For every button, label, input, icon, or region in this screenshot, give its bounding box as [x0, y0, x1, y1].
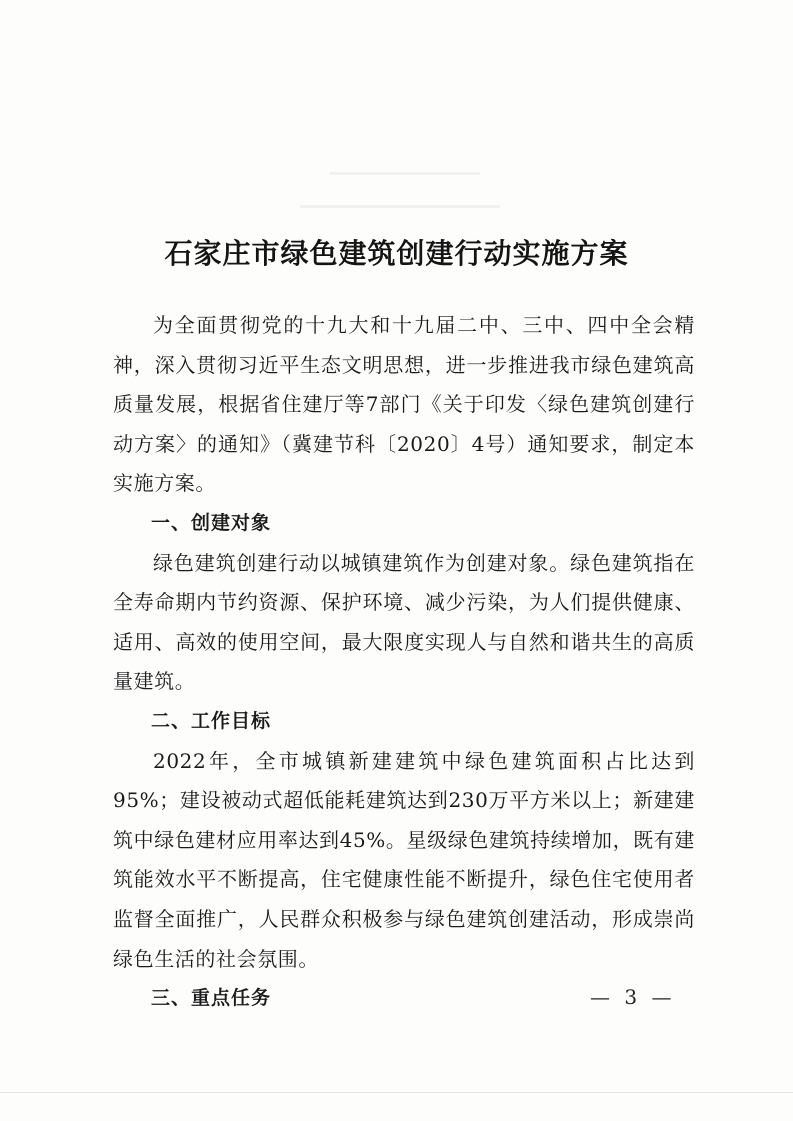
show-through-mark — [300, 205, 500, 208]
goals-paragraph: 2022年，全市城镇新建建筑中绿色建筑面积占比达到95%；建设被动式超低能耗建筑达到230万平方米以上；新建建筑中绿色建材应用率达到45%。星级绿色建筑持续增加，既有建筑能效水平不断提高，住宅健康性能不断提升，绿色住宅使用者监督全面推广，人民群众积极参与绿色建筑创建活动，形成崇尚绿色生活的社会氛围。 — [113, 748, 695, 971]
intro-paragraph: 为全面贯彻党的十九大和十九届二中、三中、四中全会精神，深入贯彻习近平生态文明思想，进一步推进我市绿色建筑高质量发展，根据省住建厅等7部门《关于印发〈绿色建筑创建行动方案〉的通知》（冀建节科〔2020〕4号）通知要求，制定本实施方案。 — [113, 313, 695, 496]
page-bottom-edge — [0, 1092, 793, 1093]
section-heading-goals: 二、工作目标 — [151, 709, 272, 732]
section-heading-targets: 一、创建对象 — [151, 511, 272, 534]
document-body — [113, 306, 695, 1019]
targets-paragraph: 绿色建筑创建行动以城镇建筑作为创建对象。绿色建筑指在全寿命期内节约资源、保护环境、减少污染，为人们提供健康、适用、高效的使用空间，最大限度实现人与自然和谐共生的高质量建筑。 — [113, 550, 695, 694]
section-heading-tasks: 三、重点任务 — [151, 987, 272, 1010]
page-number: — 3 — — [590, 985, 676, 1009]
document-title: 石家庄市绿色建筑创建行动实施方案 — [164, 237, 629, 270]
show-through-mark — [330, 172, 480, 175]
